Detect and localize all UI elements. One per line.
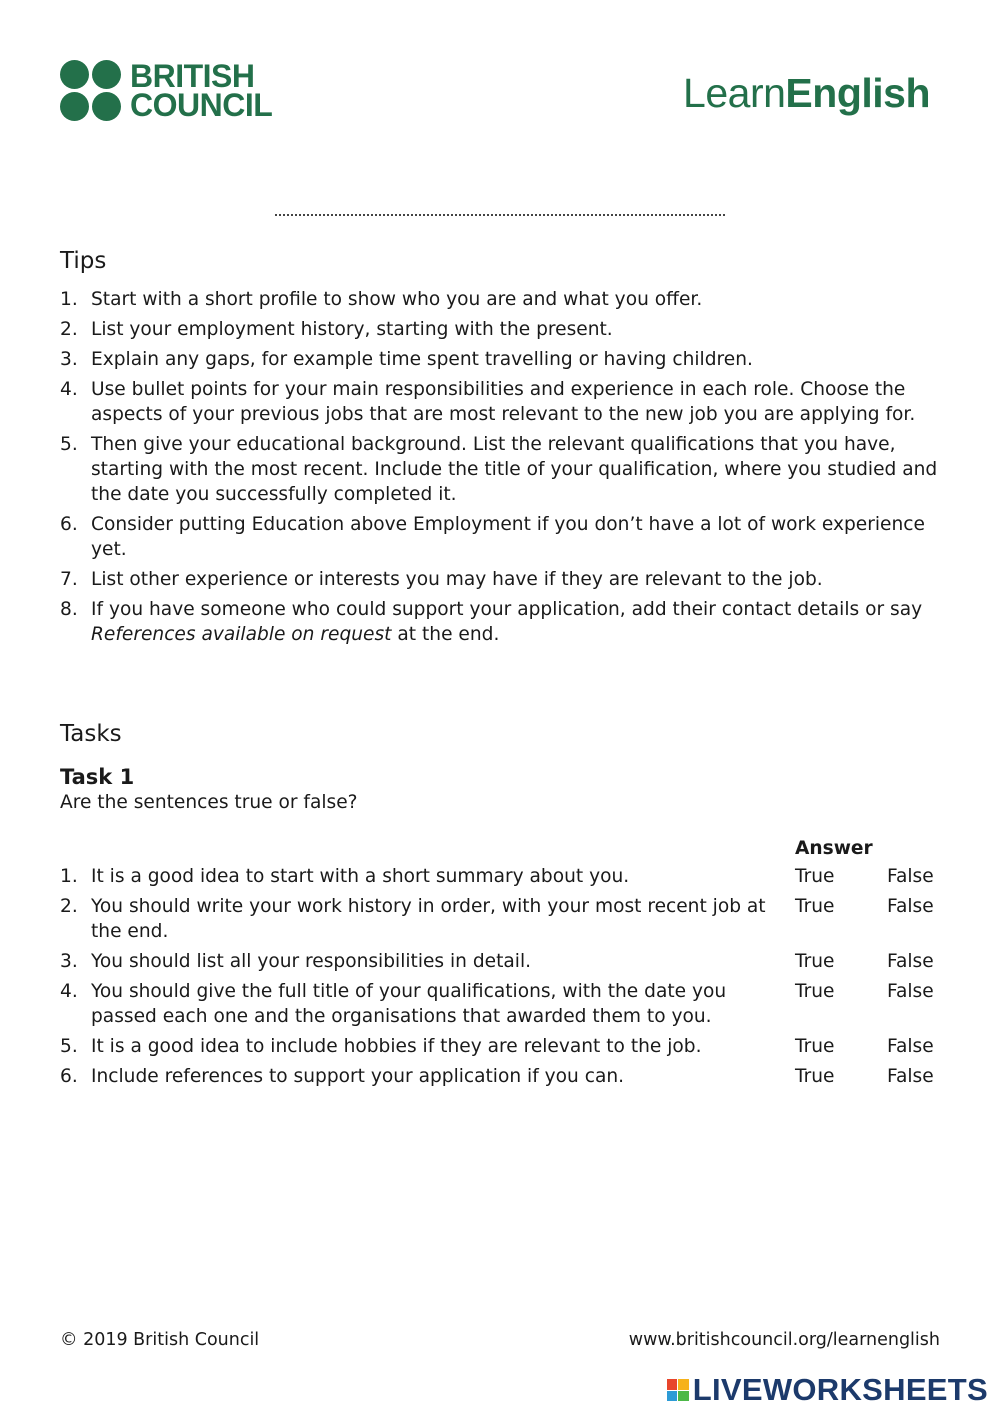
tip-text: Then give your educational background. List the relevant qualifications that you have, starting with the most recent. Include the title of your qualification, where you studied and the date you successfully completed it. — [91, 434, 938, 505]
false-option[interactable]: False — [887, 951, 934, 972]
tip-number: 5. — [60, 434, 78, 455]
question-number: 1. — [60, 866, 78, 887]
tip-item — [60, 432, 940, 507]
footer-url: www.britishcouncil.org/learnenglish — [628, 1330, 940, 1350]
question-text: Include references to support your application if you can. — [91, 1066, 625, 1087]
question-text: You should list all your responsibilities in detail. — [91, 951, 532, 972]
british-council-logo — [60, 60, 272, 122]
liveworksheets-watermark — [667, 1372, 988, 1408]
tip-item — [60, 347, 940, 372]
false-option[interactable]: False — [887, 981, 934, 1002]
question-row — [60, 949, 950, 974]
tip-number: 2. — [60, 319, 78, 340]
question-row — [60, 1064, 950, 1089]
true-option[interactable]: True — [795, 866, 835, 887]
tip-item — [60, 512, 940, 562]
tip-text: Use bullet points for your main responsibilities and experience in each role. Choose the aspects of your previous jobs that are most relevant to the new job you are applying for. — [91, 379, 916, 425]
false-option[interactable]: False — [887, 866, 934, 887]
tip-text-italic: References available on request — [91, 624, 392, 645]
tips-list — [60, 287, 940, 652]
tip-item — [60, 287, 940, 312]
british-council-dots-icon — [60, 60, 122, 122]
tip-text — [91, 599, 922, 645]
false-option[interactable]: False — [887, 1036, 934, 1057]
logo-line-british: BRITISH — [130, 58, 255, 94]
task1-question-list — [60, 864, 950, 1094]
tip-text: Explain any gaps, for example time spent travelling or having children. — [91, 349, 753, 370]
tip-number: 3. — [60, 349, 78, 370]
question-text: You should write your work history in order, with your most recent job at the end. — [91, 896, 766, 942]
question-text: It is a good idea to start with a short summary about you. — [91, 866, 630, 887]
logo-learn: Learn — [683, 70, 786, 116]
true-option[interactable]: True — [795, 896, 835, 917]
true-option[interactable]: True — [795, 981, 835, 1002]
tip-text: Consider putting Education above Employment if you don’t have a lot of work experience yet. — [91, 514, 925, 560]
answer-column-header: Answer — [795, 838, 873, 859]
question-number: 5. — [60, 1036, 78, 1057]
task1-heading: Task 1 — [60, 765, 135, 789]
logo-english: English — [785, 70, 930, 116]
liveworksheets-text: LIVEWORKSHEETS — [692, 1372, 988, 1407]
true-option[interactable]: True — [795, 1036, 835, 1057]
tip-text-before: If you have someone who could support your application, add their contact details or say — [91, 599, 923, 620]
tip-number: 7. — [60, 569, 78, 590]
tip-text: List your employment history, starting with the present. — [91, 319, 613, 340]
true-option[interactable]: True — [795, 1066, 835, 1087]
tip-item — [60, 597, 940, 647]
true-option[interactable]: True — [795, 951, 835, 972]
learnenglish-logo — [683, 70, 930, 117]
question-number: 6. — [60, 1066, 78, 1087]
tip-item — [60, 317, 940, 342]
tip-number: 4. — [60, 379, 78, 400]
question-row — [60, 864, 950, 889]
tip-text-after: at the end. — [391, 624, 500, 645]
tip-text: List other experience or interests you may have if they are relevant to the job. — [91, 569, 823, 590]
copyright-text: © 2019 British Council — [60, 1330, 260, 1350]
title-placeholder-line — [275, 214, 725, 216]
tip-number: 6. — [60, 514, 78, 535]
tasks-heading: Tasks — [60, 721, 122, 747]
question-text: It is a good idea to include hobbies if they are relevant to the job. — [91, 1036, 702, 1057]
question-text: You should give the full title of your qualifications, with the date you passed each one and the organisations that awarded them to you. — [91, 981, 727, 1027]
logo-line-council: COUNCIL — [130, 87, 273, 123]
question-row — [60, 894, 950, 944]
question-number: 4. — [60, 981, 78, 1002]
false-option[interactable]: False — [887, 1066, 934, 1087]
question-number: 2. — [60, 896, 78, 917]
tips-heading: Tips — [60, 248, 107, 274]
tip-number: 1. — [60, 289, 78, 310]
tip-item — [60, 567, 940, 592]
false-option[interactable]: False — [887, 896, 934, 917]
liveworksheets-icon — [667, 1379, 689, 1401]
question-row — [60, 1034, 950, 1059]
task1-instruction: Are the sentences true or false? — [60, 792, 358, 813]
tip-number: 8. — [60, 599, 78, 620]
question-number: 3. — [60, 951, 78, 972]
tip-text: Start with a short profile to show who you are and what you offer. — [91, 289, 703, 310]
tip-item — [60, 377, 940, 427]
question-row — [60, 979, 950, 1029]
